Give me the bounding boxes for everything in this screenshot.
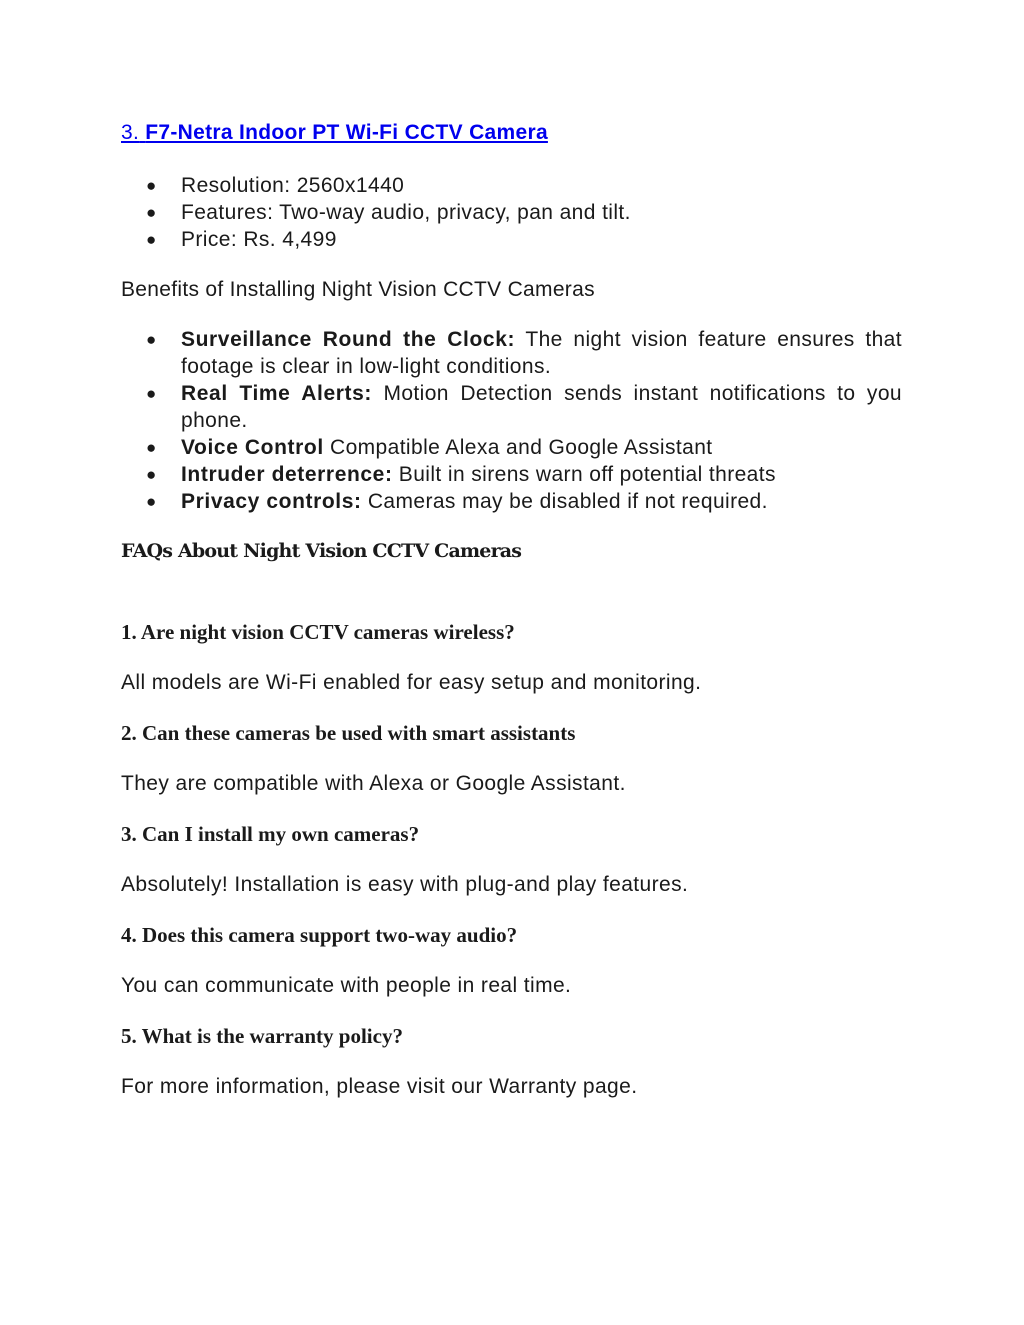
spec-features: Features: Two-way audio, privacy, pan and tilt. [181,201,631,224]
product-heading-link[interactable] [121,118,902,148]
list-item [121,461,902,488]
benefit-label: Voice Control [181,436,324,459]
benefit-label: Real Time Alerts: [181,382,373,405]
benefit-text: Compatible Alexa and Google Assistant [323,436,713,459]
faq-question: 5. What is the warranty policy? [121,1024,403,1048]
faq-title: FAQs About Night Vision CCTV Cameras [121,540,522,562]
list-item [121,199,902,226]
faq-item [121,720,902,797]
spec-resolution: Resolution: 2560x1440 [181,174,405,197]
benefit-text: Cameras may be disabled if not required. [361,490,768,513]
faq-answer: They are compatible with Alexa or Google Assistant. [121,772,626,795]
benefits-list [121,326,902,515]
faq-answer: For more information, please visit our Warranty page. [121,1075,638,1098]
faq-question: 2. Can these cameras be used with smart assistants [121,721,576,745]
benefit-label: Surveillance Round the Clock: [181,328,516,351]
faq-answer: All models are Wi-Fi enabled for easy setup and monitoring. [121,671,702,694]
faq-item [121,1023,902,1100]
bullet-icon: ● [146,492,157,511]
list-item [121,380,902,434]
document-page [121,118,902,1100]
list-item [121,226,902,253]
bullet-icon: ● [146,230,157,249]
spec-price: Price: Rs. 4,499 [181,228,337,251]
faq-item [121,821,902,898]
bullet-icon: ● [146,176,157,195]
list-item [121,172,902,199]
list-item [121,488,902,515]
product-title[interactable]: F7-Netra Indoor PT Wi-Fi CCTV Camera [145,121,548,144]
faq-item [121,922,902,999]
benefits-intro: Benefits of Installing Night Vision CCTV Cameras [121,278,595,301]
bullet-icon: ● [146,203,157,222]
benefit-text: Motion Detection sends instant notifications to you phone. [181,382,902,432]
faq-question: 4. Does this camera support two-way audio? [121,923,518,947]
benefit-text: The night vision feature ensures that footage is clear in low-light conditions. [181,328,902,378]
faq-answer: You can communicate with people in real time. [121,974,572,997]
bullet-icon: ● [146,465,157,484]
bullet-icon: ● [146,438,157,457]
bullet-icon: ● [146,384,157,403]
benefit-label: Privacy controls: [181,490,362,513]
list-item [121,434,902,461]
product-number[interactable]: 3. [121,121,140,144]
bullet-icon: ● [146,330,157,349]
list-item [121,326,902,380]
benefit-label: Intruder deterrence: [181,463,393,486]
benefit-text: Built in sirens warn off potential threats [392,463,776,486]
faq-item [121,619,902,696]
faq-answer: Absolutely! Installation is easy with plug-and play features. [121,873,689,896]
spec-list [121,172,902,253]
faq-question: 3. Can I install my own cameras? [121,822,420,846]
faq-question: 1. Are night vision CCTV cameras wireless? [121,620,515,644]
